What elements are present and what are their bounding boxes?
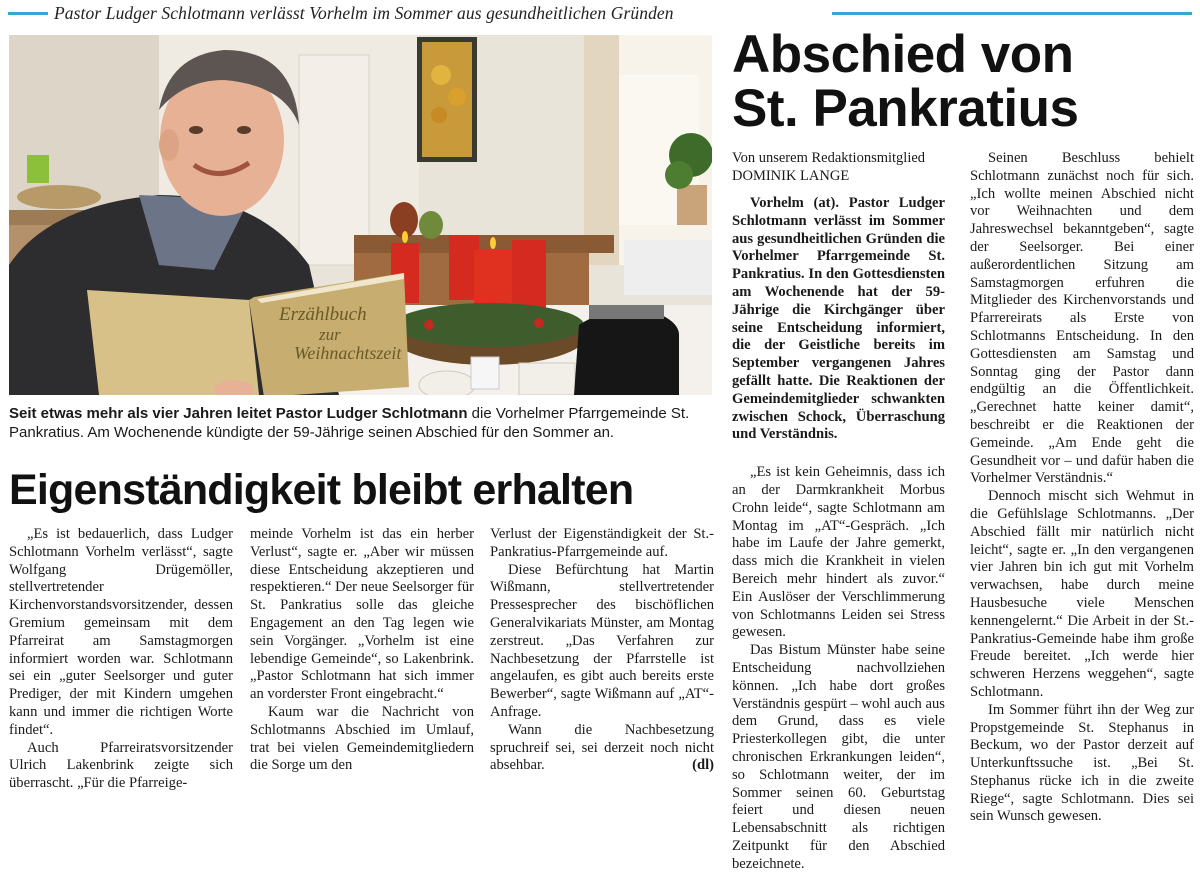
kicker-rule-right [832, 12, 1192, 15]
byline-line1: Von unserem Redaktionsmitglied [732, 150, 926, 166]
headline-line1: Abschied von [732, 25, 1074, 84]
kicker: Pastor Ludger Schlotmann verlässt Vorhelm im Sommer aus gesundheitlichen Gründen [54, 3, 674, 23]
second-paragraph-7 [490, 722, 714, 775]
second-paragraph-5: Verlust der Eigenständigkeit der St.-Pankratius-Pfarrgemeinde auf. [490, 526, 714, 560]
secondary-headline: Eigenständigkeit bleibt erhalten [9, 466, 634, 514]
second-paragraph-3: meinde Vorhelm ist das ein herber Verlust“, sagte er. „Aber wir müssen diese Entscheidung akzeptieren und respektieren.“ Der neue Seelsorger für St. Pankratius solle das gleiche Engagement an den Tag legen wie sein Vorgänger. „Vorhelm ist eine lebendige Gemeinde“, so Lakenbrink. „Pastor Schlotmann hat sich immer an vorderster Front eingebracht.“ [250, 526, 474, 703]
kicker-rule-left [8, 12, 48, 15]
second-paragraph-6: Diese Befürchtung hat Martin Wißmann, stellvertretender Pressesprecher des bischöflichen Generalvikariats Münster, am Montag zerstreut. „Das Verfahren zur Nachbesetzung der Pfarrstelle ist angelaufen, es gibt auch bereits erste Bewerber“, sagte Wißmann auf „AT“-Anfrage. [490, 561, 714, 720]
page-title [732, 25, 1192, 138]
book-title-line3: Weihnachtszeit [294, 343, 402, 363]
main-paragraph-5: Im Sommer führt ihn der Weg zur Propstgemeinde St. Stephanus in Beckum, wo der Pastor derzeit auf Unterkunftssuche ist. „Bei St. Stephanus rücke ich in die zweite Riege“, sagte Schlotmann. Dies sei sein Wunsch gewesen. [970, 701, 1194, 825]
main-paragraph-3: Seinen Beschluss behielt Schlotmann zunächst noch für sich. „Ich wollte meinen Abschied nicht vor Weihnachten und dem Jahreswechsel bekanntgeben“, sagte der Seelsorger. Bei einer außerordentlichen Sitzung am Samstagmorgen erfuhren die Mitglieder des Kirchenvorstands und Pfarrereirats als Erste von Schlotmanns Entscheidung. In den Gottesdiensten am Samstag und Sonntag ging der Pastor dann endgültig an die Öffentlichkeit. „Gerechnet hatte keiner damit“, beschreibt er die Reaktionen der Gemeinde. „Am Ende geht die Gesundheit vor – und dafür haben die Vorhelmer Verständnis.“ [970, 150, 1194, 487]
main-article-column-1 [732, 150, 945, 873]
main-paragraph-4: Dennoch mischt sich Wehmut in die Gefühlslage Schlotmanns. „Der Abschied fällt mir natürlich nicht leicht“, sagte er. „In den vergangenen vier Jahren bin ich gut mit Vorhelm verwachsen, habe durch meine Hausbesuche viele Menschen kennengelernt.“ Die Arbeit in der St.-Pankratius-Gemeinde habe ihm große Freude bereitet. „Ich werde hier schweren Herzens weggehen“, sagte Schlotmann. [970, 488, 1194, 700]
book-title-line1: Erzählbuch [279, 304, 367, 325]
second-paragraph-1: „Es ist bedauerlich, dass Ludger Schlotmann Vorhelm verlässt“, sagte Wolfgang Drügemöller, stellvertretender Kirchenvorstandsvorsitzender, dessen Gremium gemeinsam mit dem Pfarreirat am Samstagmorgen informiert worden war. Schlotmann sei ein „guter Seelsorger und guter Prediger, der mit Kindern umgehen kann und immer die richtigen Worte findet“. [9, 526, 233, 738]
second-paragraph-2: Auch Pfarreiratsvorsitzender Ulrich Lakenbrink zeigte sich überrascht. „Für die Pfarreige- [9, 739, 233, 792]
second-paragraph-4: Kaum war die Nachricht von Schlotmanns Abschied im Umlauf, trat bei vielen Gemeindemitgliedern die Sorge um den [250, 703, 474, 774]
second-article-column-1 [9, 526, 233, 793]
second-article-column-3 [490, 526, 714, 775]
caption-bold: Seit etwas mehr als vier Jahren leitet Pastor Ludger Schlotmann [9, 405, 468, 422]
photo-illustration [9, 35, 712, 395]
headline-line2: St. Pankratius [732, 79, 1079, 138]
byline [732, 150, 945, 185]
second-paragraph-7-text: Wann die Nachbesetzung spruchreif sei, sei derzeit noch nicht absehbar. [490, 721, 714, 774]
caption-text: die Vorhelmer Pfarrgemeinde St. Pankratius. Am Wochenende kündigte der 59-Jährige seinen Abschied für den Sommer an. [9, 405, 690, 441]
second-article-column-2 [250, 526, 474, 775]
main-paragraph-2: Das Bistum Münster habe seine Entscheidung nachvollziehen können. „Ich habe dort großes Verständnis gespürt – wohl auch aus dem Grund, dass es viele Priesterkollegen gibt, die unter chronischen Erkrankungen leiden“, so Schlotmann weiter, der im Sommer seinen 60. Geburtstag feiert und diesen neuen Lebensabschnitt als richtigen Zeitpunkt für den Abschied bezeichnete. [732, 642, 945, 872]
photo-caption [9, 404, 717, 442]
author-signature: (dl) [692, 757, 714, 774]
main-paragraph-1: „Es ist kein Geheimnis, dass ich an der Darmkrankheit Morbus Crohn leide“, sagte Schlotmann am Montag im „AT“-Gespräch. „Ich habe im Laufe der Jahre gemerkt, dass mich die Krankheit in vielen Bereich mehr hindert als zuvor.“ Ein Auslöser der Verschlimmerung von Schlotmanns Leiden sei Stress gewesen. [732, 464, 945, 641]
book-title-line2: zur [319, 325, 341, 344]
kicker-row [8, 3, 1192, 23]
lead-paragraph: Vorhelm (at). Pastor Ludger Schlotmann verlässt im Sommer aus gesundheitlichen Gründen die Vorhelmer Pfarrgemeinde St. Pankratius. In den Gottesdiensten am Wochenende hat der 59-Jährige die Kirchgänger über seine Entscheidung informiert, die der Geistliche bereits im September vergangenen Jahres gefällt hatte. Die Reaktionen der Gemeindemitglieder schwankten zwischen Schock, Überraschung und Verständnis. [732, 195, 945, 443]
byline-author: DOMINIK LANGE [732, 167, 850, 184]
article-photo [9, 35, 712, 395]
main-article-column-2 [970, 150, 1194, 826]
